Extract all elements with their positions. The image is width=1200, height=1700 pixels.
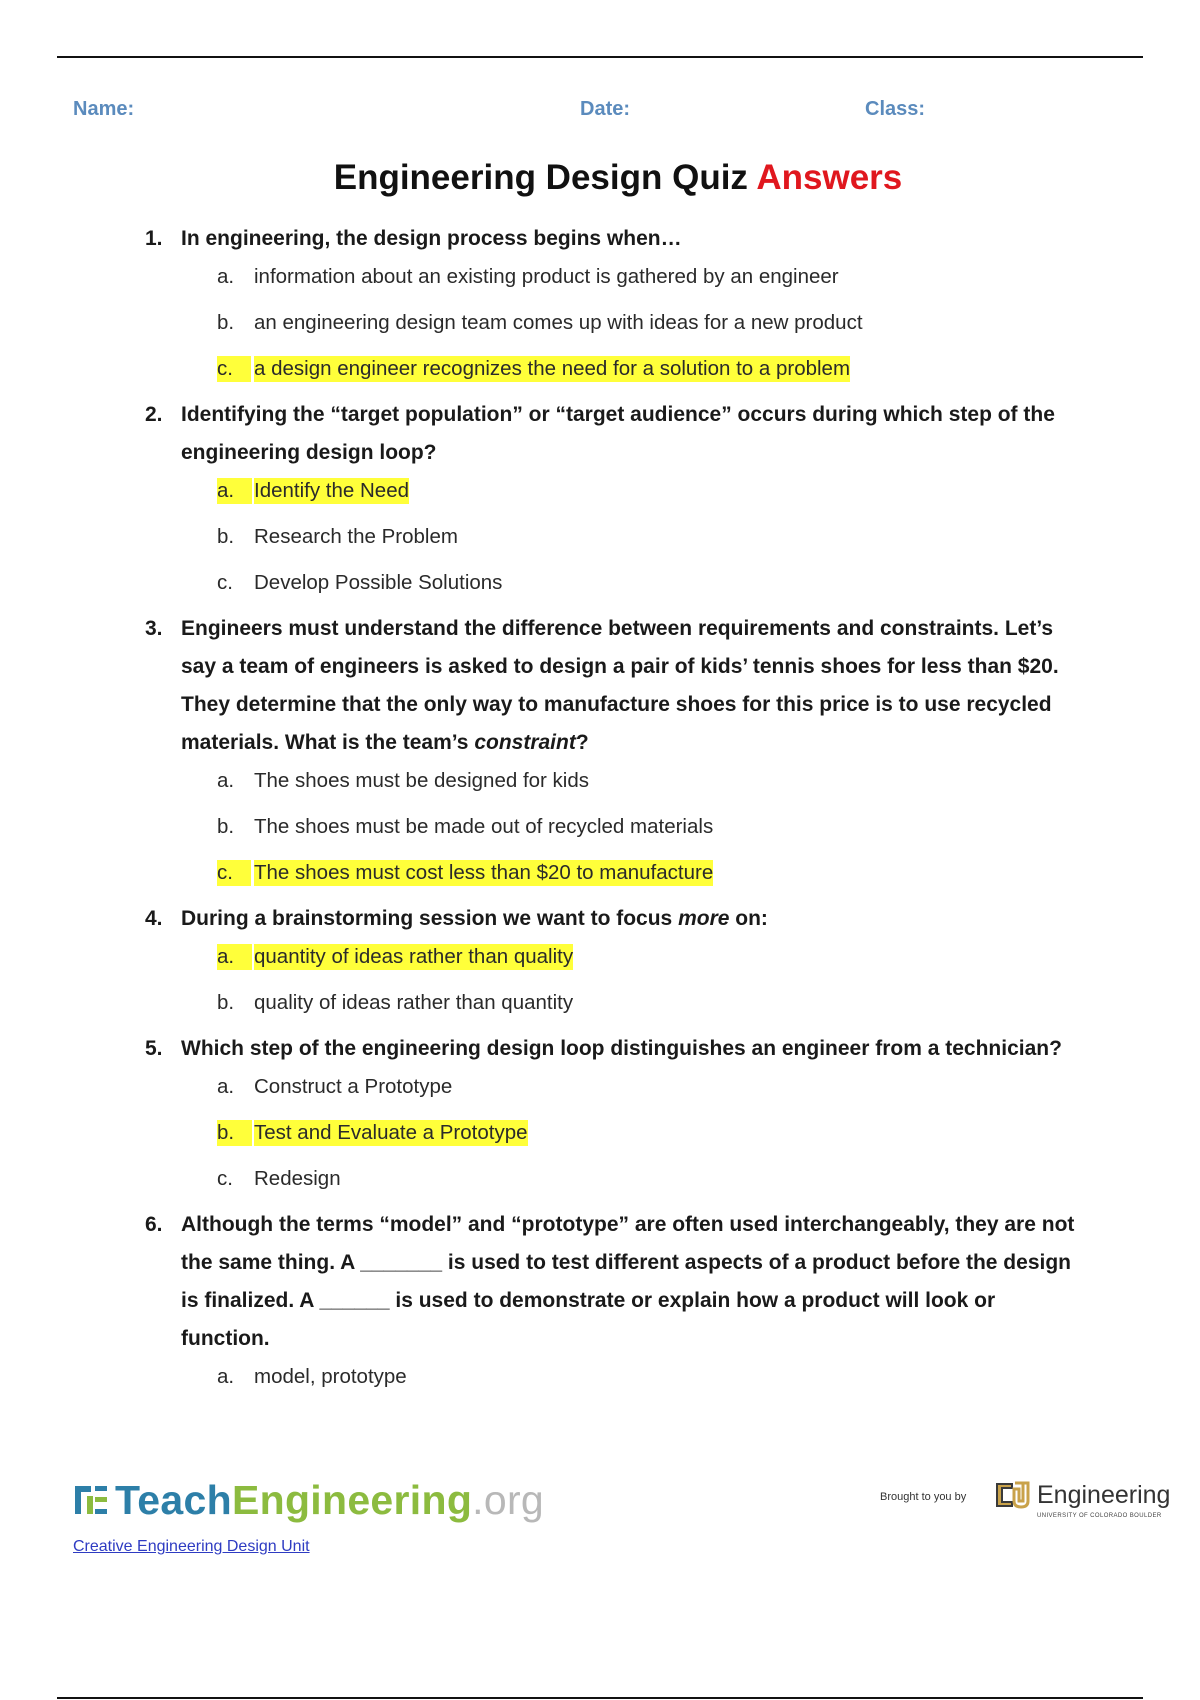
option-2c	[0, 564, 1200, 610]
option-letter: a.	[217, 769, 235, 792]
option-text-highlighted: The shoes must cost less than $20 to manufacture	[254, 861, 714, 884]
options-5	[0, 1068, 1200, 1206]
options-2	[0, 472, 1200, 610]
option-letter: a.	[217, 1365, 235, 1388]
option-letter: c.	[217, 860, 251, 886]
question-text-end: on:	[729, 907, 768, 930]
brought-to-you-by: Brought to you by	[880, 1491, 967, 1503]
cu-engineering-logo	[993, 1477, 1171, 1519]
option-letter: c.	[217, 1167, 233, 1190]
question-number: 6.	[145, 1213, 163, 1236]
question-text: Identifying the “target population” or “target audience” occurs during which step of the engineering design loop?	[181, 403, 1055, 464]
option-text: The shoes must be designed for kids	[254, 769, 590, 792]
options-3	[0, 762, 1200, 900]
logo-teach: Teach	[115, 1476, 232, 1523]
name-label: Name:	[73, 98, 135, 120]
option-4a-correct	[0, 938, 1200, 984]
cu-buffalo-icon	[993, 1477, 1031, 1513]
option-text-highlighted: Identify the Need	[254, 479, 409, 502]
option-letter: a.	[217, 478, 252, 504]
option-text: Develop Possible Solutions	[254, 571, 503, 594]
option-letter: b.	[217, 1120, 252, 1146]
option-letter: a.	[217, 265, 235, 288]
logo-engineering: Engineering	[231, 1476, 473, 1523]
option-text: an engineering design team comes up with ideas for a new product	[254, 311, 863, 334]
option-letter: c.	[217, 571, 233, 594]
option-letter: c.	[217, 356, 251, 382]
option-text-highlighted: quantity of ideas rather than quality	[254, 945, 574, 968]
top-rule	[57, 56, 1143, 58]
option-text: Research the Problem	[254, 525, 458, 548]
option-text-highlighted: Test and Evaluate a Prototype	[254, 1121, 528, 1144]
option-2a-correct	[0, 472, 1200, 518]
question-1	[0, 220, 1081, 258]
option-3c-correct	[0, 854, 1200, 900]
option-letter: b.	[217, 815, 235, 838]
question-number: 4.	[145, 907, 163, 930]
cu-subtitle: UNIVERSITY OF COLORADO BOULDER	[1037, 1513, 1162, 1519]
bottom-rule	[57, 1697, 1143, 1699]
question-text: Which step of the engineering design loop distinguishes an engineer from a technician?	[181, 1037, 1062, 1060]
option-letter: b.	[217, 991, 235, 1014]
class-label: Class:	[865, 98, 926, 120]
question-text: Engineers must understand the difference between requirements and constraints. Let’s say a team of engineers is asked to design a pair of kids’ tennis shoes for less than $20. They determine that the only way to manufacture shoes for this price is to use recycled materials. What is the team’s	[181, 617, 1059, 754]
options-1	[0, 258, 1200, 396]
option-1c-correct	[0, 350, 1200, 396]
title-accent: Answers	[756, 158, 903, 197]
option-4b	[0, 984, 1200, 1030]
option-1b	[0, 304, 1200, 350]
option-letter: a.	[217, 944, 252, 970]
question-text: In engineering, the design process begins when…	[181, 227, 682, 250]
question-text-italic: constraint	[474, 731, 576, 754]
option-letter: a.	[217, 1075, 235, 1098]
option-text: quality of ideas rather than quantity	[254, 991, 574, 1014]
option-5a	[0, 1068, 1200, 1114]
question-text: During a brainstorming session we want to focus	[181, 907, 679, 930]
options-4	[0, 938, 1200, 1030]
option-5c	[0, 1160, 1200, 1206]
question-text-italic: more	[678, 907, 730, 930]
question-number: 2.	[145, 403, 163, 426]
option-text: Redesign	[254, 1167, 341, 1190]
unit-link[interactable]: Creative Engineering Design Unit	[73, 1538, 310, 1555]
question-number: 5.	[145, 1037, 163, 1060]
option-letter: b.	[217, 525, 235, 548]
cu-engineering-text: Engineering	[1037, 1481, 1171, 1509]
teachengineering-mark-icon	[73, 1482, 109, 1518]
quiz-list	[0, 220, 1200, 1404]
option-text: information about an existing product is gathered by an engineer	[254, 265, 839, 288]
question-number: 3.	[145, 617, 163, 640]
question-number: 1.	[145, 227, 163, 250]
logo-org: .org	[472, 1476, 545, 1523]
question-4	[0, 900, 1081, 938]
options-6	[0, 1358, 1200, 1404]
option-text-highlighted: a design engineer recognizes the need for a solution to a problem	[254, 357, 851, 380]
question-text: Although the terms “model” and “prototype” are often used interchangeably, they are not the same thing. A _______ is used to test different aspects of a product before the design is finalized. A ______ is used to demonstrate or explain how a product will look or function.	[181, 1213, 1075, 1350]
option-3a	[0, 762, 1200, 808]
option-text: Construct a Prototype	[254, 1075, 453, 1098]
option-1a	[0, 258, 1200, 304]
title-main: Engineering Design Quiz	[333, 158, 757, 197]
option-3b	[0, 808, 1200, 854]
option-5b-correct	[0, 1114, 1200, 1160]
option-letter: b.	[217, 311, 235, 334]
date-label: Date:	[580, 98, 631, 120]
option-2b	[0, 518, 1200, 564]
question-text-end: ?	[575, 731, 589, 754]
question-3	[0, 610, 1081, 762]
option-6a	[0, 1358, 1200, 1404]
question-6	[0, 1206, 1081, 1358]
question-2	[0, 396, 1081, 472]
option-text: The shoes must be made out of recycled materials	[254, 815, 714, 838]
question-5	[0, 1030, 1081, 1068]
page-title	[0, 158, 1200, 198]
teachengineering-logo	[73, 1474, 544, 1526]
option-text: model, prototype	[254, 1365, 407, 1388]
